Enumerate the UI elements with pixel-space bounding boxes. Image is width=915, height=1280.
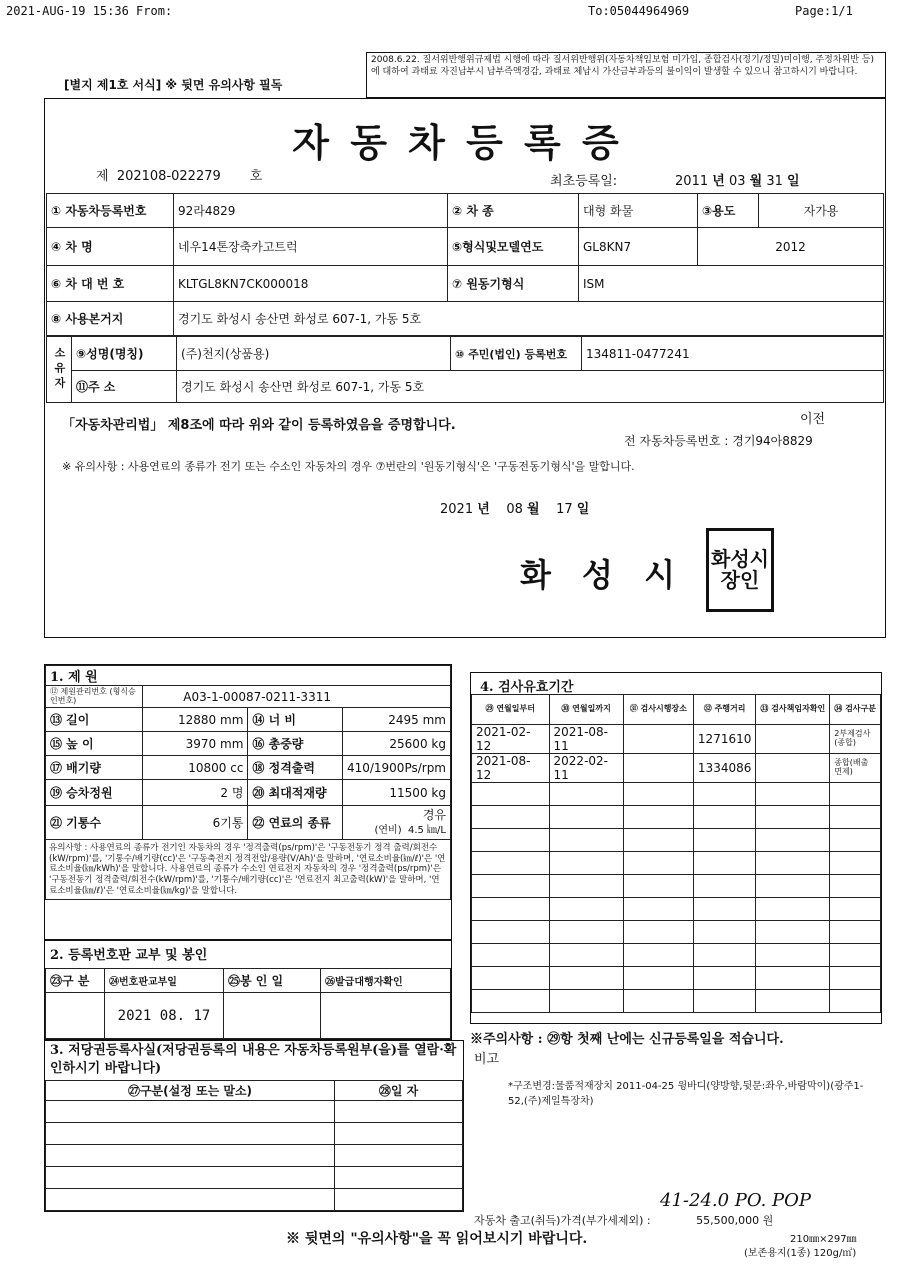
owner-name-label: ⑨성명(명칭) bbox=[72, 337, 177, 371]
owner-name-value: (주)천지(상품용) bbox=[177, 337, 451, 371]
inspection-cell: 1334086 bbox=[693, 754, 755, 783]
plate-col-seal-date: ㉕봉 인 일 bbox=[224, 969, 321, 993]
max-load-value: 11500 kg bbox=[342, 780, 450, 806]
first-registration-date: 최초등록일: 2011 년 03 월 31 일 bbox=[550, 174, 800, 189]
mortgage-section-title: 3. 저당권등록사실(저당권등록의 내용은 자동차등록원부(을)를 열람·확인하시기 바랍니다) bbox=[50, 1043, 457, 1076]
vin-value: KLTGL8KN7CK000018 bbox=[174, 266, 448, 302]
vehicle-type-label: ② 차 종 bbox=[448, 194, 579, 228]
cylinders-value: 6기통 bbox=[143, 806, 248, 840]
mortgage-col-type: ㉗구분(설정 또는 말소) bbox=[46, 1081, 335, 1101]
inspection-header-row bbox=[472, 695, 881, 725]
previous-reg-no: 전 자동차등록번호 : 경기94아8829 bbox=[624, 434, 813, 448]
width-value: 2495 mm bbox=[342, 708, 450, 732]
seats-value: 2 명 bbox=[143, 780, 248, 806]
gross-weight-value: 25600 kg bbox=[342, 732, 450, 756]
cylinders-label: ㉑ 기통수 bbox=[46, 806, 143, 840]
plate-table bbox=[45, 968, 451, 1039]
inspection-section-title: 4. 검사유효기간 bbox=[480, 680, 574, 695]
height-value: 3970 mm bbox=[143, 732, 248, 756]
inspection-cell bbox=[756, 754, 830, 783]
form-number: [별지 제1호 서식] ※ 뒷면 유의사항 필독 bbox=[64, 78, 283, 92]
plate-col-type: ㉓구 분 bbox=[46, 969, 105, 993]
inspection-cell: 종합(배출면제) bbox=[830, 754, 881, 783]
gross-weight-label: ⑯ 총중량 bbox=[248, 732, 343, 756]
inspection-cell: 2021-08-11 bbox=[549, 725, 623, 754]
inspection-col-place: ㉛ 검사시행장소 bbox=[623, 695, 693, 725]
owner-address-value: 경기도 화성시 송산면 화성로 607-1, 가동 5호 bbox=[177, 371, 884, 403]
inspection-cell: 1271610 bbox=[693, 725, 755, 754]
mortgage-col-date: ㉘일 자 bbox=[335, 1081, 463, 1101]
inspection-cell bbox=[623, 725, 693, 754]
base-label: ⑧ 사용본거지 bbox=[47, 302, 174, 336]
penalty-notice: 2008.6.22. 질서위반행위규제법 시행에 따라 질서위반행위(자동차책임보험 미가입, 종합검사(정기/정밀)미이행, 주정차위반 등)에 대하여 과태료 자진납부시 납부즉액경감, 과태료 체납시 가산금부과등의 불이익이 발생할 수 있으니 참고하시기 바랍니다. bbox=[366, 52, 886, 98]
length-label: ⑬ 길이 bbox=[46, 708, 143, 732]
inspection-table bbox=[471, 694, 881, 1013]
inspection-cell: 2022-02-11 bbox=[549, 754, 623, 783]
length-value: 12880 mm bbox=[143, 708, 248, 732]
inspection-col-type: ㉞ 검사구분 bbox=[830, 695, 881, 725]
plate-section-title: 2. 등록번호판 교부 및 봉인 bbox=[50, 948, 208, 963]
model-label: ⑤형식및모델연도 bbox=[448, 228, 579, 266]
plate-col-agent: ㉖발급대행자확인 bbox=[321, 969, 451, 993]
table-row bbox=[472, 725, 881, 754]
owner-id-value: 134811-0477241 bbox=[582, 337, 884, 371]
fuel-note: ※ 유의사항 : 사용연료의 종류가 전기 또는 수소인 자동차의 경우 ⑦번란의 '원동기형식'은 '구동전동기형식'을 말합니다. bbox=[62, 460, 635, 473]
engine-value: ISM bbox=[579, 266, 884, 302]
vehicle-name-value: 네우14톤장축카고트럭 bbox=[174, 228, 448, 266]
power-label: ⑱ 정격출력 bbox=[248, 756, 343, 780]
inspection-col-to: ㉚ 연월일까지 bbox=[549, 695, 623, 725]
fuel-value bbox=[342, 806, 450, 840]
page-title: 자 동 차 등 록 증 bbox=[292, 120, 623, 165]
model-value: GL8KN7 bbox=[579, 228, 698, 266]
city-seal: 화성시장인 bbox=[706, 528, 774, 612]
fuel-efficiency: (연비) 4.5 ㎞/L bbox=[374, 824, 446, 836]
paper-type: (보존용지(1종) 120g/㎡) bbox=[744, 1248, 857, 1259]
issuer-name: 화 성 시 bbox=[520, 556, 686, 594]
width-label: ⑭ 너 비 bbox=[248, 708, 343, 732]
certify-text: 「자동차관리법」 제8조에 따라 위와 같이 등록하였음을 증명합니다. bbox=[62, 418, 456, 433]
owner-table bbox=[46, 336, 884, 403]
inspection-note: ※주의사항 : ㉙항 첫째 난에는 신규등록일을 적습니다. bbox=[470, 1032, 784, 1047]
power-value: 410/1900Ps/rpm bbox=[342, 756, 450, 780]
reg-no-value: 92라4829 bbox=[174, 194, 448, 228]
seats-label: ⑲ 승차정원 bbox=[46, 780, 143, 806]
handwritten-note: 41-24.0 PO. POP bbox=[660, 1190, 812, 1211]
inspection-col-inspector: ㉝ 검사책임자확인 bbox=[756, 695, 830, 725]
use-label: ③용도 bbox=[698, 194, 759, 228]
vin-label: ⑥ 차 대 번 호 bbox=[47, 266, 174, 302]
registration-table bbox=[46, 193, 884, 336]
price-line: 자동차 출고(취득)가격(부가세제외) : 55,500,000 원 bbox=[474, 1214, 774, 1227]
issue-date: 2021 년 08 월 17 일 bbox=[440, 502, 590, 517]
plate-stamp-date: 2021 08. 17 bbox=[105, 993, 224, 1039]
inspection-cell: 2부제검사(종합) bbox=[830, 725, 881, 754]
cert-number: 제 202108-022279 호 bbox=[96, 169, 263, 184]
max-load-label: ⑳ 최대적재량 bbox=[248, 780, 343, 806]
specs-note: 유의사항 : 사용연료의 종류가 전기인 자동차의 경우 '정격출력(ps/rpm)'은 '구동전동기 정격 출력/회전수(kW/rpm)'를, '기통수/배기량(cc)'은 '구동축전지 정격전압/용량(V/Ah)'을 말하며, '연료소비율(㎞/ℓ)'은 '연료소비율(㎞/kWh)'을 말합니다. 사용연료의 종류가 수소인 연료전지 자동차의 경우 '정격출력(ps/rpm)'은 '구동전동기 정격출력/회전수(kW/rpm)'를, '기통수/배기량(cc)'은 '연료전지 최고출력(kW)'을 말하며, '연료소비율(㎞/ℓ)'은 '연료소비율(㎞/kg)'을 말합니다. bbox=[46, 840, 451, 900]
base-value: 경기도 화성시 송산면 화성로 607-1, 가동 5호 bbox=[174, 302, 884, 336]
footer-note: ※ 뒷면의 "유의사항"을 꼭 읽어보시기 바랍니다. bbox=[286, 1231, 588, 1247]
fax-page: Page:1/1 bbox=[795, 4, 853, 18]
model-year-value: 2012 bbox=[698, 228, 884, 266]
inspection-cell: 2021-02-12 bbox=[472, 725, 550, 754]
height-label: ⑮ 높 이 bbox=[46, 732, 143, 756]
owner-side-label: 소유자 bbox=[47, 337, 72, 403]
remarks-text: *구조변경:물품적재장치 2011-04-25 윙바디(양방향,뒷문:좌우,바람막이)(광주1-52,(주)제일특장차) bbox=[508, 1081, 864, 1107]
vehicle-name-label: ④ 차 명 bbox=[47, 228, 174, 266]
inspection-cell: 2021-08-12 bbox=[472, 754, 550, 783]
inspection-col-mileage: ㉜ 주행거리 bbox=[693, 695, 755, 725]
engine-label: ⑦ 원동기형식 bbox=[448, 266, 579, 302]
table-row bbox=[472, 754, 881, 783]
fax-datetime: 2021-AUG-19 15:36 From: bbox=[6, 4, 173, 18]
owner-address-label: ⑪주 소 bbox=[72, 371, 177, 403]
paper-size: 210㎜×297㎜ bbox=[790, 1234, 857, 1245]
displacement-label: ⑰ 배기량 bbox=[46, 756, 143, 780]
vehicle-type-value: 대형 화물 bbox=[579, 194, 698, 228]
specs-table bbox=[45, 665, 451, 900]
approval-label: ⑫ 제원관리번호 (형식승인번호) bbox=[46, 686, 143, 708]
inspection-cell bbox=[756, 725, 830, 754]
inspection-col-from: ㉙ 연월일부터 bbox=[472, 695, 550, 725]
previous-label: 이전 bbox=[800, 412, 826, 427]
fax-recipient: To:05044964969 bbox=[588, 4, 690, 18]
specs-section-title: 1. 제 원 bbox=[46, 666, 451, 686]
use-value: 자가용 bbox=[759, 194, 884, 228]
remarks-label: 비고 bbox=[474, 1052, 500, 1067]
fuel-type-value: 경유 bbox=[422, 808, 446, 823]
displacement-value: 10800 cc bbox=[143, 756, 248, 780]
owner-id-label: ⑩ 주민(법인) 등록번호 bbox=[451, 337, 582, 371]
inspection-cell bbox=[623, 754, 693, 783]
mortgage-table bbox=[45, 1080, 463, 1211]
fuel-type-label: ㉒ 연료의 종류 bbox=[248, 806, 343, 840]
plate-col-issue-date: ㉔번호판교부일 bbox=[105, 969, 224, 993]
approval-value: A03-1-00087-0211-3311 bbox=[143, 686, 451, 708]
reg-no-label: ① 자동차등록번호 bbox=[47, 194, 174, 228]
